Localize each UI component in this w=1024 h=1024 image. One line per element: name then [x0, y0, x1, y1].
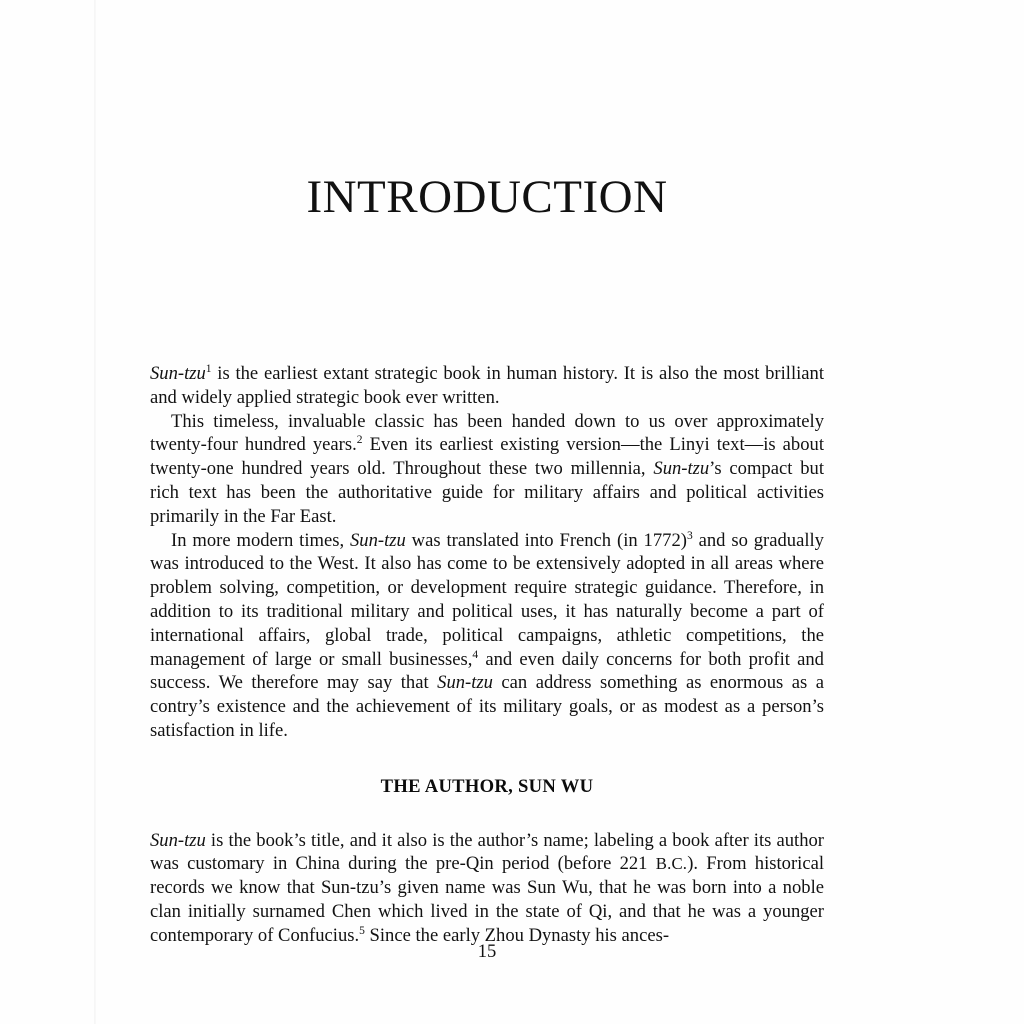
page-title: INTRODUCTION	[306, 171, 668, 224]
text-run: This timeless, invaluable classic has been handed down to us over approximately twenty-four hundred years.	[150, 410, 824, 456]
footnote-marker: 5	[359, 924, 365, 937]
paragraph-intro-1	[150, 362, 824, 410]
heading-spacer-above	[150, 743, 824, 775]
text-run: was translated into French (in 1772)	[405, 529, 687, 551]
text-run: ’s compact but rich text has been the authoritative guide for military affairs and political activities primarily in the Far East.	[150, 458, 824, 527]
italic-title-run: Sun-tzu	[150, 829, 206, 851]
footnote-marker: 1	[205, 362, 212, 375]
small-caps-run: B.C.	[655, 854, 688, 874]
text-run: and so gradually was introduced to the West. It also has come to be extensively adopted in all areas where problem solving, competition, or development require strategic guidance. Therefore, in addition to its traditional military and political uses, it has naturally become a part of international affairs, global trade, political campaigns, athletic competitions, the management of large or small businesses,	[150, 529, 824, 670]
paragraph-intro-2	[150, 410, 824, 529]
footnote-marker: 4	[472, 648, 479, 661]
italic-title-run: Sun-tzu	[150, 363, 206, 384]
italic-title-run: Sun-tzu	[437, 672, 493, 694]
body-text-column	[150, 362, 824, 948]
text-run: can address something as enormous as a contry’s existence and the achievement of its military goals, or as modest as a person’s satisfaction in life.	[150, 672, 824, 741]
italic-title-run: Sun-tzu	[653, 458, 710, 480]
heading-spacer-below	[150, 799, 824, 829]
paragraph-intro-3	[150, 529, 824, 743]
page-number: 15	[477, 941, 497, 962]
text-run: Even its earliest existing version—the Linyi text—is about twenty-one hundred years old. Throughout these two millennia,	[150, 434, 824, 480]
text-run: In more modern times,	[171, 529, 350, 551]
italic-title-run: Sun-tzu	[350, 529, 406, 551]
text-run: Since the early Zhou Dynasty his ances-	[364, 924, 670, 946]
footnote-marker: 2	[356, 434, 363, 447]
footnote-marker: 3	[686, 529, 693, 542]
paragraph-author-1	[150, 829, 824, 948]
page-content-area	[150, 0, 824, 1024]
section-heading-the-author-sun-wu: THE AUTHOR, SUN WU	[380, 775, 594, 797]
text-run: and even daily concerns for both profit and success. We therefore may say that	[150, 648, 824, 694]
text-run: ). From historical records we know that Sun-tzu’s given name was Sun Wu, that he was born into a noble clan initially surnamed Chen which lived in the state of Qi, and that he was a younger contemporary of Confucius.	[150, 853, 824, 946]
page-gutter-line	[94, 0, 96, 1024]
text-run: is the book’s title, and it also is the author’s name; labeling a book after its author was customary in China during the pre-Qin period (before 221	[150, 829, 824, 875]
text-run: is the earliest extant strategic book in human history. It is also the most brilliant and widely applied strategic book ever written.	[150, 363, 824, 408]
